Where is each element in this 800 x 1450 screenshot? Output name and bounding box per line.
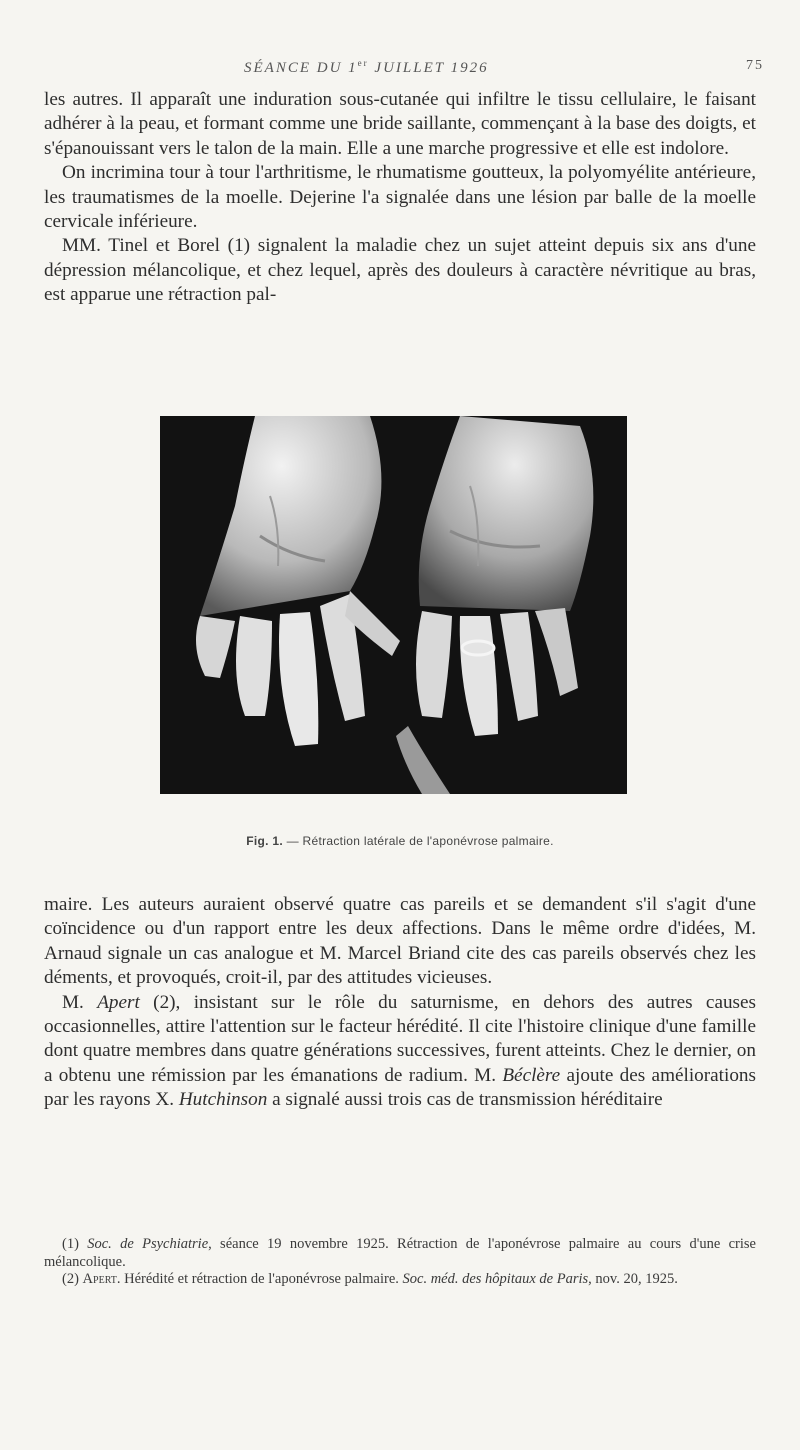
- author-beclere: Béclère: [502, 1064, 561, 1086]
- paragraph-3: MM. Tinel et Borel (1) signalent la maladie chez un sujet atteint depuis six ans d'une dépression mélancolique, et chez lequel, après des douleurs à caractère névritique au bras, est apparue une rétraction pal-: [44, 235, 756, 306]
- hands-photo-illustration: [160, 416, 627, 794]
- footnote-2: (2) Apert. Hérédité et rétraction de l'aponévrose palmaire. Soc. méd. des hôpitaux de Paris, nov. 20, 1925.: [62, 1271, 678, 1287]
- paragraph-4: maire. Les auteurs auraient observé quatre cas pareils et se demandent s'il s'agit d'une coïncidence ou d'un rapport entre les deux affections. Dans le même ordre d'idées, M. Arnaud signale un cas analogue et M. Marcel Briand cite des cas pareils observés chez les déments, et provoqués, croit-il, par des attitudes vicieuses.: [44, 894, 756, 989]
- body-text-bottom: [44, 893, 756, 1113]
- paragraph-5: M. Apert (2), insistant sur le rôle du saturnisme, en dehors des autres causes occasionnelles, attire l'attention sur le facteur hérédité. Il cite l'histoire clinique d'une famille dont quatre membres dans quatre générations successives, furent atteints. Chez le dernier, on a obtenu une rémission par les émanations de radium. M. Béclère ajoute des améliorations par les rayons X. Hutchinson a signalé aussi trois cas de transmission héréditaire: [44, 991, 757, 1111]
- running-header: [0, 58, 800, 82]
- paragraph-2: On incrimina tour à tour l'arthritisme, le rhumatisme goutteux, la polyomyélite antérieure, les traumatismes de la moelle. Dejerine l'a signalée dans une lésion par balle de la moelle cervicale inférieure.: [44, 162, 756, 233]
- footnotes: [44, 1236, 756, 1289]
- figure-caption-text: — Rétraction latérale de l'aponévrose palmaire.: [282, 834, 554, 848]
- figure-photograph-hands: [160, 416, 627, 794]
- footnote-1: (1) Soc. de Psychiatrie, séance 19 novembre 1925. Rétraction de l'aponévrose palmaire au cours d'une crise mélancolique.: [44, 1236, 756, 1270]
- page-number: 75: [746, 58, 764, 73]
- author-apert: Apert: [97, 991, 140, 1013]
- author-hutchinson: Hutchinson: [178, 1089, 268, 1111]
- paragraph-1: les autres. Il apparaît une induration sous-cutanée qui infiltre le tissu cellulaire, le faisant adhérer à la peau, et formant comme une bride saillante, commençant à la base des doigts, et s'épanouissant vers le talon de la main. Elle a une marche progressive et elle est indolore.: [44, 89, 756, 159]
- running-title: SÉANCE DU 1er JUILLET 1926: [244, 58, 489, 76]
- figure-label: Fig. 1.: [246, 834, 283, 848]
- figure-caption: [0, 834, 800, 848]
- body-text-top: [44, 88, 756, 308]
